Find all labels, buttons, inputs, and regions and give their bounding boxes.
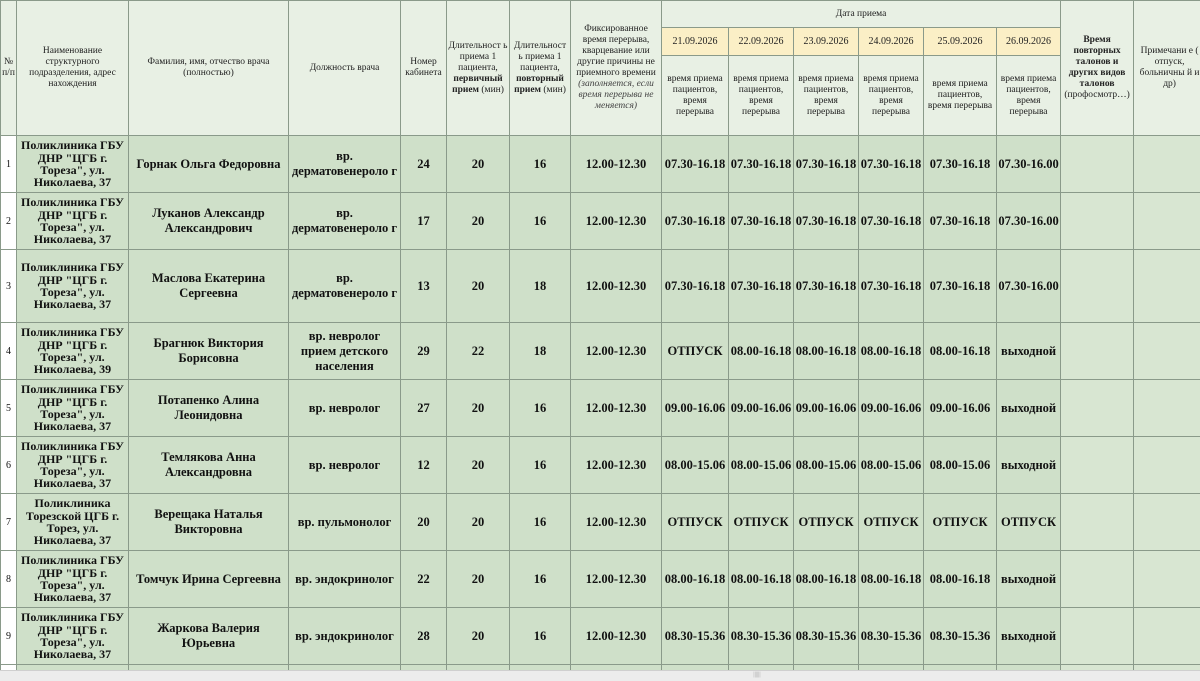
primary-duration-cell[interactable]: 20 [447,494,510,551]
day-3-cell[interactable]: 08.00-15.06 [794,437,859,494]
header-repeat-tickets-rest: (профосмотр…) [1064,90,1129,100]
position-cell[interactable]: вр. дерматовенероло г [289,193,401,250]
repeat-duration-cell[interactable]: 16 [510,437,571,494]
day-5-cell[interactable]: 07.30-16.18 [924,250,997,323]
header-dept: Наименование структурного подразделения, адрес нахождения [17,1,129,136]
day-6-cell[interactable]: выходной [997,437,1061,494]
header-date-5: 25.09.2026 [924,28,997,56]
day-6-cell[interactable]: 07.30-16.00 [997,136,1061,193]
day-4-cell[interactable]: 07.30-16.18 [859,250,924,323]
repeat-tickets-cell[interactable] [1061,323,1134,380]
header-date-1: 21.09.2026 [662,28,729,56]
day-3-cell[interactable]: 07.30-16.18 [794,136,859,193]
day-6-cell[interactable]: выходной [997,551,1061,608]
day-5-cell[interactable]: 09.00-16.06 [924,380,997,437]
repeat-duration-cell[interactable]: 18 [510,250,571,323]
header-duration-primary-unit: (мин) [481,85,504,95]
day-3-cell[interactable]: 08.00-16.18 [794,551,859,608]
position-cell[interactable]: вр. дерматовенероло г [289,250,401,323]
header-break [571,1,662,136]
day-1-cell[interactable]: 08.00-15.06 [662,437,729,494]
day-6-cell[interactable]: ОТПУСК [997,494,1061,551]
table-row[interactable] [1,193,1200,250]
break-time-cell[interactable]: 12.00-12.30 [571,437,662,494]
header-notes: Примечани е ( отпуск, больничны й и др) [1134,1,1200,136]
department-cell[interactable]: Поликлиника ГБУ ДНР "ЦГБ г. Тореза", ул. Николаева, 39 [17,323,129,380]
primary-duration-cell[interactable]: 20 [447,437,510,494]
primary-duration-cell[interactable]: 20 [447,608,510,665]
day-3-cell[interactable]: 09.00-16.06 [794,380,859,437]
day-3-cell[interactable]: 08.30-15.36 [794,608,859,665]
header-sub-5: время приема пациентов, время перерыва [924,56,997,136]
break-time-cell[interactable]: 12.00-12.30 [571,380,662,437]
repeat-duration-cell[interactable]: 16 [510,380,571,437]
header-duration-repeat-pre: Длительност ь приема 1 пациента, [514,41,566,73]
row-number[interactable]: 1 [1,136,17,193]
table-row[interactable] [1,437,1200,494]
break-time-cell[interactable]: 12.00-12.30 [571,494,662,551]
position-cell[interactable]: вр. эндокринолог [289,551,401,608]
position-cell[interactable]: вр. невролог [289,380,401,437]
position-cell[interactable]: вр. пульмонолог [289,494,401,551]
day-1-cell[interactable]: 08.30-15.36 [662,608,729,665]
day-2-cell[interactable]: 08.00-16.18 [729,551,794,608]
position-cell[interactable]: вр. эндокринолог [289,608,401,665]
position-cell[interactable]: вр. невролог [289,437,401,494]
primary-duration-cell[interactable]: 20 [447,551,510,608]
header-position: Должность врача [289,1,401,136]
header-date-group: Дата приема [662,1,1061,28]
department-cell[interactable]: Поликлиника ГБУ ДНР "ЦГБ г. Тореза", ул. Николаева, 37 [17,380,129,437]
day-5-cell[interactable]: 08.00-16.18 [924,323,997,380]
day-6-cell[interactable]: 07.30-16.00 [997,250,1061,323]
day-1-cell[interactable]: 07.30-16.18 [662,136,729,193]
day-1-cell[interactable]: 07.30-16.18 [662,193,729,250]
day-2-cell[interactable]: 08.00-15.06 [729,437,794,494]
repeat-tickets-cell[interactable] [1061,494,1134,551]
day-4-cell[interactable]: ОТПУСК [859,494,924,551]
header-duration-repeat-unit: (мин) [543,85,566,95]
day-2-cell[interactable]: 08.30-15.36 [729,608,794,665]
repeat-duration-cell[interactable]: 16 [510,608,571,665]
doctor-name-cell[interactable]: Томчук Ирина Сергеевна [129,551,289,608]
primary-duration-cell[interactable]: 22 [447,323,510,380]
department-cell[interactable]: Поликлиника ГБУ ДНР "ЦГБ г. Тореза", ул. Николаева, 37 [17,193,129,250]
day-5-cell[interactable]: 07.30-16.18 [924,136,997,193]
position-cell[interactable]: вр. дерматовенероло г [289,136,401,193]
repeat-duration-cell[interactable]: 16 [510,193,571,250]
repeat-tickets-cell[interactable] [1061,193,1134,250]
doctor-name-cell[interactable]: Темлякова Анна Александровна [129,437,289,494]
room-cell[interactable]: 22 [401,551,447,608]
room-cell[interactable]: 12 [401,437,447,494]
break-time-cell[interactable]: 12.00-12.30 [571,323,662,380]
day-3-cell[interactable]: 07.30-16.18 [794,193,859,250]
day-5-cell[interactable]: ОТПУСК [924,494,997,551]
day-6-cell[interactable]: 07.30-16.00 [997,193,1061,250]
row-number[interactable]: 3 [1,250,17,323]
department-cell[interactable]: Поликлиника Торезской ЦГБ г. Торез, ул. Николаева, 37 [17,494,129,551]
header-sub-2: время приема пациентов, время перерыва [729,56,794,136]
header-sub-6: время приема пациентов, время перерыва [997,56,1061,136]
department-cell[interactable]: Поликлиника ГБУ ДНР "ЦГБ г. Тореза", ул. Николаева, 37 [17,136,129,193]
day-6-cell[interactable]: выходной [997,608,1061,665]
notes-cell[interactable] [1134,608,1200,665]
room-cell[interactable]: 28 [401,608,447,665]
header-date-2: 22.09.2026 [729,28,794,56]
day-2-cell[interactable]: 09.00-16.06 [729,380,794,437]
day-4-cell[interactable]: 07.30-16.18 [859,193,924,250]
day-1-cell[interactable]: ОТПУСК [662,494,729,551]
header-sub-1: время приема пациентов, время перерыва [662,56,729,136]
notes-cell[interactable] [1134,136,1200,193]
day-1-cell[interactable]: ОТПУСК [662,323,729,380]
department-cell[interactable]: Поликлиника ГБУ ДНР "ЦГБ г. Тореза", ул. Николаева, 37 [17,608,129,665]
header-name: Фамилия, имя, отчество врача (полностью) [129,1,289,136]
doctor-name-cell[interactable]: Верещака Наталья Викторовна [129,494,289,551]
header-duration-primary [447,1,510,136]
day-4-cell[interactable]: 08.00-16.18 [859,323,924,380]
header-duration-primary-pre: Длительност ь приема 1 пациента, [449,41,508,73]
room-cell[interactable]: 27 [401,380,447,437]
header-duration-repeat-bold: повторный прием [514,74,564,95]
primary-duration-cell[interactable]: 20 [447,193,510,250]
scrollbar-grip-icon[interactable]: |||||| [740,673,774,678]
doctor-name-cell[interactable]: Жаркова Валерия Юрьевна [129,608,289,665]
day-4-cell[interactable]: 08.00-15.06 [859,437,924,494]
table-row[interactable] [1,250,1200,323]
notes-cell[interactable] [1134,380,1200,437]
room-cell[interactable]: 24 [401,136,447,193]
header-room: Номер кабинета [401,1,447,136]
repeat-duration-cell[interactable]: 16 [510,551,571,608]
row-number[interactable]: 7 [1,494,17,551]
day-3-cell[interactable]: ОТПУСК [794,494,859,551]
repeat-duration-cell[interactable]: 18 [510,323,571,380]
header-num: № п/п [1,1,17,136]
department-cell[interactable]: Поликлиника ГБУ ДНР "ЦГБ г. Тореза", ул. Николаева, 37 [17,551,129,608]
repeat-tickets-cell[interactable] [1061,136,1134,193]
notes-cell[interactable] [1134,193,1200,250]
header-duration-repeat [510,1,571,136]
table-row[interactable] [1,136,1200,193]
table-row[interactable] [1,494,1200,551]
notes-cell[interactable] [1134,494,1200,551]
day-1-cell[interactable]: 07.30-16.18 [662,250,729,323]
repeat-tickets-cell[interactable] [1061,380,1134,437]
day-2-cell[interactable]: 07.30-16.18 [729,193,794,250]
header-break-main: Фиксированное время перерыва, кварцевание или другие причины не приемного времени [576,24,656,78]
header-repeat-tickets-bold: Время повторных талонов и других видов талонов [1069,35,1126,89]
row-number[interactable]: 9 [1,608,17,665]
notes-cell[interactable] [1134,323,1200,380]
row-number[interactable]: 4 [1,323,17,380]
day-4-cell[interactable]: 08.00-16.18 [859,551,924,608]
header-break-note: (заполняется, если время перерыва не меняется) [578,79,654,111]
position-cell[interactable]: вр. невролог прием детского населения [289,323,401,380]
day-6-cell[interactable]: выходной [997,323,1061,380]
table-row[interactable] [1,551,1200,608]
day-2-cell[interactable]: 07.30-16.18 [729,136,794,193]
primary-duration-cell[interactable]: 20 [447,250,510,323]
day-5-cell[interactable]: 08.30-15.36 [924,608,997,665]
primary-duration-cell[interactable]: 20 [447,380,510,437]
repeat-duration-cell[interactable]: 16 [510,136,571,193]
notes-cell[interactable] [1134,437,1200,494]
table-body [1,136,1200,681]
day-1-cell[interactable]: 09.00-16.06 [662,380,729,437]
day-3-cell[interactable]: 07.30-16.18 [794,250,859,323]
day-2-cell[interactable]: ОТПУСК [729,494,794,551]
day-4-cell[interactable]: 08.30-15.36 [859,608,924,665]
day-2-cell[interactable]: 08.00-16.18 [729,323,794,380]
break-time-cell[interactable]: 12.00-12.30 [571,193,662,250]
break-time-cell[interactable]: 12.00-12.30 [571,250,662,323]
notes-cell[interactable] [1134,551,1200,608]
room-cell[interactable]: 29 [401,323,447,380]
room-cell[interactable]: 20 [401,494,447,551]
header-date-4: 24.09.2026 [859,28,924,56]
header-sub-4: время приема пациентов, время перерыва [859,56,924,136]
row-number[interactable]: 2 [1,193,17,250]
repeat-tickets-cell[interactable] [1061,250,1134,323]
notes-cell[interactable] [1134,250,1200,323]
department-cell[interactable]: Поликлиника ГБУ ДНР "ЦГБ г. Тореза", ул. Николаева, 37 [17,250,129,323]
horizontal-scrollbar[interactable] [0,670,1200,681]
table-row[interactable] [1,323,1200,380]
day-4-cell[interactable]: 07.30-16.18 [859,136,924,193]
doctor-name-cell[interactable]: Горнак Ольга Федоровна [129,136,289,193]
day-5-cell[interactable]: 07.30-16.18 [924,193,997,250]
row-number[interactable]: 6 [1,437,17,494]
day-4-cell[interactable]: 09.00-16.06 [859,380,924,437]
table-row[interactable] [1,608,1200,665]
doctor-name-cell[interactable]: Потапенко Алина Леонидовна [129,380,289,437]
header-date-6: 26.09.2026 [997,28,1061,56]
day-5-cell[interactable]: 08.00-15.06 [924,437,997,494]
doctor-name-cell[interactable]: Брагнюк Виктория Борисовна [129,323,289,380]
row-number[interactable]: 5 [1,380,17,437]
room-cell[interactable]: 17 [401,193,447,250]
doctor-name-cell[interactable]: Маслова Екатерина Сергеевна [129,250,289,323]
department-cell[interactable]: Поликлиника ГБУ ДНР "ЦГБ г. Тореза", ул. Николаева, 37 [17,437,129,494]
table-row[interactable] [1,380,1200,437]
break-time-cell[interactable]: 12.00-12.30 [571,551,662,608]
day-5-cell[interactable]: 08.00-16.18 [924,551,997,608]
row-number[interactable]: 8 [1,551,17,608]
room-cell[interactable]: 13 [401,250,447,323]
day-3-cell[interactable]: 08.00-16.18 [794,323,859,380]
header-repeat-tickets [1061,1,1134,136]
day-6-cell[interactable]: выходной [997,380,1061,437]
break-time-cell[interactable]: 12.00-12.30 [571,136,662,193]
break-time-cell[interactable]: 12.00-12.30 [571,608,662,665]
repeat-tickets-cell[interactable] [1061,551,1134,608]
doctor-name-cell[interactable]: Луканов Александр Александрович [129,193,289,250]
primary-duration-cell[interactable]: 20 [447,136,510,193]
repeat-tickets-cell[interactable] [1061,608,1134,665]
header-duration-primary-bold: первичный прием [452,74,503,95]
header-date-3: 23.09.2026 [794,28,859,56]
header-sub-3: время приема пациентов, время перерыва [794,56,859,136]
repeat-duration-cell[interactable]: 16 [510,494,571,551]
day-2-cell[interactable]: 07.30-16.18 [729,250,794,323]
repeat-tickets-cell[interactable] [1061,437,1134,494]
day-1-cell[interactable]: 08.00-16.18 [662,551,729,608]
